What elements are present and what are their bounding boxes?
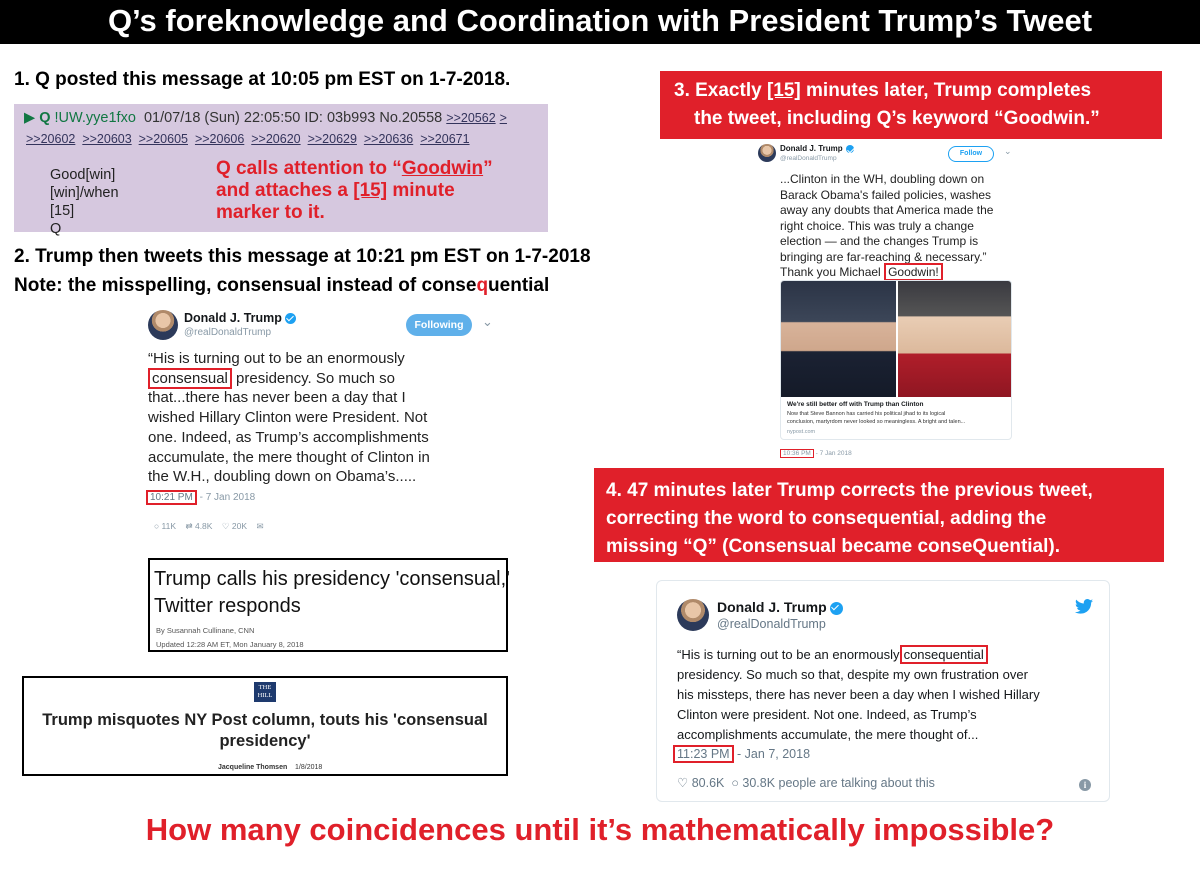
reply-icon[interactable]: ○ [154,521,160,531]
hill-author: Jacqueline Thomsen [218,764,288,771]
callout-keyword: Goodwin [401,158,484,179]
tweet-line: away any doubts that America made the [780,203,994,217]
following-button[interactable]: Following [406,314,472,336]
hill-headline-line: Trump misquotes NY Post column, touts his 'consensual [42,711,488,729]
chan-post-body [50,166,119,238]
step3-marker: [15] [766,80,801,101]
tweet-line: wished Hillary Clinton were President. Not [148,409,428,427]
tweet-text [148,349,508,487]
tweet-date: - 7 Jan 2018 [196,492,256,503]
card-site: nypost.com [787,429,816,435]
tweet-consequential [656,580,1110,802]
card-desc-line: conclusion, martyrdom never looked so meaningless. A bright and talen... [787,418,966,425]
reply-link[interactable]: >>20603 [82,132,132,146]
hill-byline [218,764,322,771]
step3-text: minutes later, Trump completes [800,80,1092,101]
tweet-line: “His is turning out to be an enormously [148,350,405,367]
post-date: 01/07/18 (Sun) 22:05:50 ID: 03b993 No.20558 [143,110,443,126]
reply-link-first[interactable]: >>20562 [446,111,496,125]
tweet-line: Barack Obama's failed policies, washes [780,187,992,202]
chan-callout [216,158,493,224]
step4-text: 4. 47 minutes later Trump corrects the previous tweet, [606,480,1093,501]
reply-links [26,132,470,146]
tweet-line: right choice. This was truly a change [780,218,974,233]
like-count: 80.6K [691,776,725,790]
highlight-consequential: consequential [900,645,988,664]
tweet-author [780,144,854,153]
card-desc-line: Now that Steve Bannon has carried his political jihad to its logical [787,411,946,417]
highlight-goodwin: Goodwin! [884,263,943,281]
post-line: [15] [50,203,75,219]
tweet-line: bringing are far-reaching & necessary.” [780,249,987,264]
retweet-count: 4.8K [194,521,213,531]
tweet-timestamp [146,492,255,503]
logo-text: THE [258,684,272,691]
avatar[interactable] [758,144,776,162]
callout-text: Q calls attention to “ [216,158,402,179]
chan-post [14,104,548,237]
verified-badge-icon [846,145,854,153]
tweet-actions [154,521,264,532]
tweet-line: one. Indeed, as Trump’s accomplishments [148,428,429,446]
tweet-line: presidency. So much so [231,369,396,387]
tweet-consensual [140,304,510,544]
step4-text: correcting the word to consequential, adding the [606,508,1047,529]
post-line: [win]/when [50,185,119,201]
tweet-author-name[interactable]: Donald J. Trump [184,311,282,325]
tweet-line: the W.H., doubling down on Obama’s..... [148,468,417,486]
like-icon[interactable]: ♡ [221,521,230,531]
tweet-line: Clinton were president. Not one. Indeed, as Trump’s [677,707,977,722]
chan-post-header [24,110,507,126]
highlight-time[interactable]: 11:23 PM [673,745,734,763]
the-hill-logo [254,682,276,702]
reply-link[interactable]: >>20636 [363,132,414,146]
clinton-photo [898,281,1012,397]
callout-text: and attaches a [216,180,354,201]
reply-link[interactable]: >>20602 [26,132,76,146]
tweet-author [717,599,843,615]
tweet-timestamp [673,747,810,761]
highlight-time[interactable]: 10:36 PM [780,449,814,458]
reply-icon[interactable]: ○ [731,776,739,790]
cnn-headline-card [148,558,508,652]
step4-text: missing “Q” (Consensual became conseQuential). [606,536,1061,557]
step3-text: 3. Exactly [674,80,767,101]
hill-headline-card [22,676,508,776]
tweet-engagement [677,775,935,790]
talking-count[interactable]: 30.8K people are talking about this [742,776,935,790]
highlight-consensual: consensual [148,368,232,389]
cnn-headline-line: Twitter responds [154,595,301,617]
reply-link[interactable]: >>20620 [251,132,301,146]
cnn-headline-line: Trump calls his presidency 'consensual,' [154,568,510,590]
tweet-line: ...Clinton in the WH, doubling down on [780,172,985,186]
tweet-author [184,311,296,325]
tweet-author-name[interactable]: Donald J. Trump [780,144,843,153]
step2-label: 2. Trump then tweets this message at 10:21 pm EST on 1-7-2018 [14,246,591,267]
callout-text: ” [483,158,493,179]
tweet-handle[interactable]: @realDonaldTrump [184,327,272,338]
avatar[interactable] [148,310,178,340]
reply-link[interactable]: >>20629 [307,132,357,146]
tweet-handle[interactable]: @realDonaldTrump [780,155,837,162]
hill-headline[interactable] [24,710,506,752]
step4-callout [594,468,1164,562]
reply-link[interactable]: >>20605 [138,132,188,146]
tweet-line: “His is turning out to be an enormously [677,647,900,662]
reply-link-cut[interactable]: > [499,111,507,125]
step2-note [14,275,549,297]
tweet-text [780,172,1026,281]
tweet-line: election — and the changes Trump is [780,234,979,248]
tweet-text [677,645,1107,745]
like-count: 20K [231,521,248,531]
hill-date: 1/8/2018 [295,764,323,771]
callout-marker: [15] [353,180,388,201]
tweet-handle[interactable]: @realDonaldTrump [717,617,826,631]
tweet-line: accomplishments accumulate, the mere thought of... [677,727,979,742]
note-letter-q: q [476,275,489,296]
cnn-headline[interactable] [154,566,510,620]
post-line: Q [50,221,62,237]
follow-button[interactable]: Follow [948,146,994,162]
post-marker-icon: ▶ [24,110,36,126]
chevron-down-icon[interactable]: ⌄ [482,314,493,329]
tweet-line: that...there has never been a day that I [148,389,406,407]
poster-name: Q [39,110,51,126]
note-text: Note: the misspelling, consensual instead of conse [14,275,477,296]
callout-text: marker to it. [216,202,325,223]
tweet-date: - 7 Jan 2018 [813,450,852,457]
reply-link[interactable]: >>20671 [420,132,470,146]
tweet-line: Thank you Michael [780,265,885,279]
reply-count: 11K [161,521,177,531]
step3-callout [660,71,1162,139]
hill-headline-line: presidency' [219,732,311,750]
mail-icon[interactable]: ✉ [256,521,264,531]
card-title: We're still better off with Trump than Clinton [787,401,924,408]
like-icon[interactable]: ♡ [677,776,689,790]
twitter-bird-icon[interactable] [1075,599,1093,615]
info-icon[interactable]: i [1079,779,1091,791]
highlight-time[interactable]: 10:21 PM [146,490,197,505]
reply-link[interactable]: >>20606 [194,132,245,146]
tweet-timestamp [780,450,852,457]
verified-badge-icon [830,602,843,615]
logo-text: HILL [257,692,273,699]
step3-text: the tweet, including Q’s keyword “Goodwin.” [694,108,1100,129]
retweet-icon[interactable]: ⇄ [185,521,193,531]
post-line: Good[win] [50,167,116,183]
trump-photo [781,281,896,397]
link-card[interactable] [780,280,1012,440]
tripcode: !UW.yye1fxo [54,110,136,126]
callout-text: minute [387,180,455,201]
tweet-line: presidency. So much so that, despite my own frustration over [677,667,1028,682]
card-description [787,411,965,426]
note-text: uential [488,275,550,296]
banner-title: Q’s foreknowledge and Coordination with President Trump’s Tweet [0,0,1200,44]
tweet-author-name[interactable]: Donald J. Trump [717,599,827,615]
tweet-line: his missteps, there has never been a day when I wished Hillary [677,687,1040,702]
chevron-down-icon[interactable]: ⌄ [1004,146,1012,156]
cnn-byline: By Susannah Cullinane, CNN [156,626,255,635]
verified-badge-icon [285,313,296,324]
tweet-goodwin [754,140,1026,466]
cnn-updated: Updated 12:28 AM ET, Mon January 8, 2018 [156,640,304,649]
avatar[interactable] [677,599,709,631]
tweet-date: - Jan 7, 2018 [733,747,811,761]
tweet-line: accumulate, the mere thought of Clinton in [148,448,430,466]
bottom-question: How many coincidences until it’s mathematically impossible? [145,812,1055,847]
step1-label: 1. Q posted this message at 10:05 pm EST on 1-7-2018. [14,69,511,90]
